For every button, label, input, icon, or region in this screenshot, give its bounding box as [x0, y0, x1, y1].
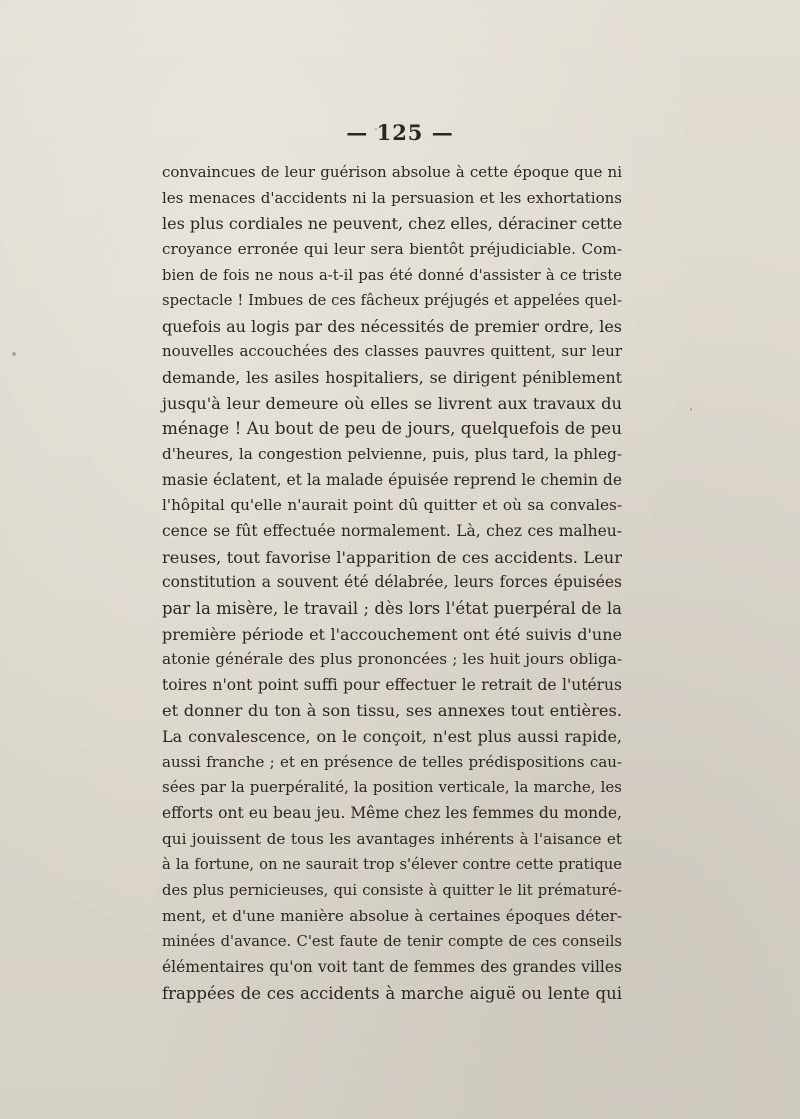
text-line: ménage ! Au bout de peu de jours, quelquefois de peu	[162, 418, 622, 439]
text-line: par la misère, le travail ; dès lors l'état puerpéral de la	[162, 598, 622, 618]
text-line: jusqu'à leur demeure où elles se livrent aux travaux du	[162, 393, 622, 413]
text-line: élémentaires qu'on voit tant de femmes des grandes villes	[162, 957, 622, 976]
text-line: les plus cordiales ne peuvent, chez elles, déraciner cette	[162, 214, 623, 234]
text-line: qui jouissent de tous les avantages inhérents à l'aisance et	[162, 829, 622, 848]
page-number: — 125 —	[346, 120, 454, 145]
paper-speck	[690, 408, 692, 411]
text-line: cence se fût effectuée normalement. Là, chez ces malheu-	[162, 521, 622, 540]
text-line: convaincues de leur guérison absolue à cette époque que ni	[162, 163, 622, 181]
paper-speck	[12, 352, 16, 356]
text-line: bien de fois ne nous a-t-il pas été donné d'assister à ce triste	[162, 266, 622, 284]
text-line: reuses, tout favorise l'apparition de ces accidents. Leur	[162, 547, 622, 567]
text-line: des plus pernicieuses, qui consiste à quitter le lit prématuré-	[162, 881, 622, 899]
text-line: constitution a souvent été délabrée, leurs forces épuisées	[162, 573, 622, 592]
text-line: efforts ont eu beau jeu. Même chez les femmes du monde,	[162, 804, 622, 823]
text-line: spectacle ! Imbues de ces fâcheux préjugés et appelées quel-	[162, 292, 622, 310]
text-line: à la fortune, on ne saurait trop s'élever contre cette pratique	[162, 856, 622, 874]
text-line: toires n'ont point suffi pour effectuer le retrait de l'utérus	[162, 675, 622, 694]
text-line: croyance erronée qui leur sera bientôt préjudiciable. Com-	[162, 239, 622, 258]
paper-speck	[375, 128, 377, 130]
text-line: d'heures, la congestion pelvienne, puis, plus tard, la phleg-	[162, 445, 622, 464]
text-line: La convalescence, on le conçoit, n'est plus aussi rapide,	[162, 727, 622, 747]
text-line: aussi franche ; et en présence de telles prédispositions cau-	[162, 752, 622, 771]
text-line: atonie générale des plus prononcées ; les huit jours obliga-	[162, 650, 622, 669]
text-line: quefois au logis par des nécessités de premier ordre, les	[162, 316, 622, 336]
text-line: première période et l'accouchement ont été suivis d'une	[162, 624, 622, 644]
text-line: demande, les asiles hospitaliers, se dirigent péniblement	[162, 368, 622, 388]
text-line: masie éclatent, et la malade épuisée reprend le chemin de	[162, 470, 622, 489]
text-line: nouvelles accouchées des classes pauvres quittent, sur leur	[162, 342, 622, 361]
text-line: minées d'avance. C'est faute de tenir compte de ces conseils	[162, 933, 622, 951]
text-line: sées par la puerpéralité, la position verticale, la marche, les	[162, 778, 622, 797]
text-line: et donner du ton à son tissu, ses annexes tout entières.	[162, 701, 622, 721]
body-text	[162, 160, 622, 1006]
text-line: frappées de ces accidents à marche aiguë ou lente qui	[162, 983, 622, 1003]
text-line: l'hôpital qu'elle n'aurait point dû quitter et où sa convales-	[162, 496, 622, 515]
text-line: ment, et d'une manière absolue à certaines époques déter-	[162, 906, 622, 925]
text-line: les menaces d'accidents ni la persuasion et les exhortations	[162, 188, 622, 207]
